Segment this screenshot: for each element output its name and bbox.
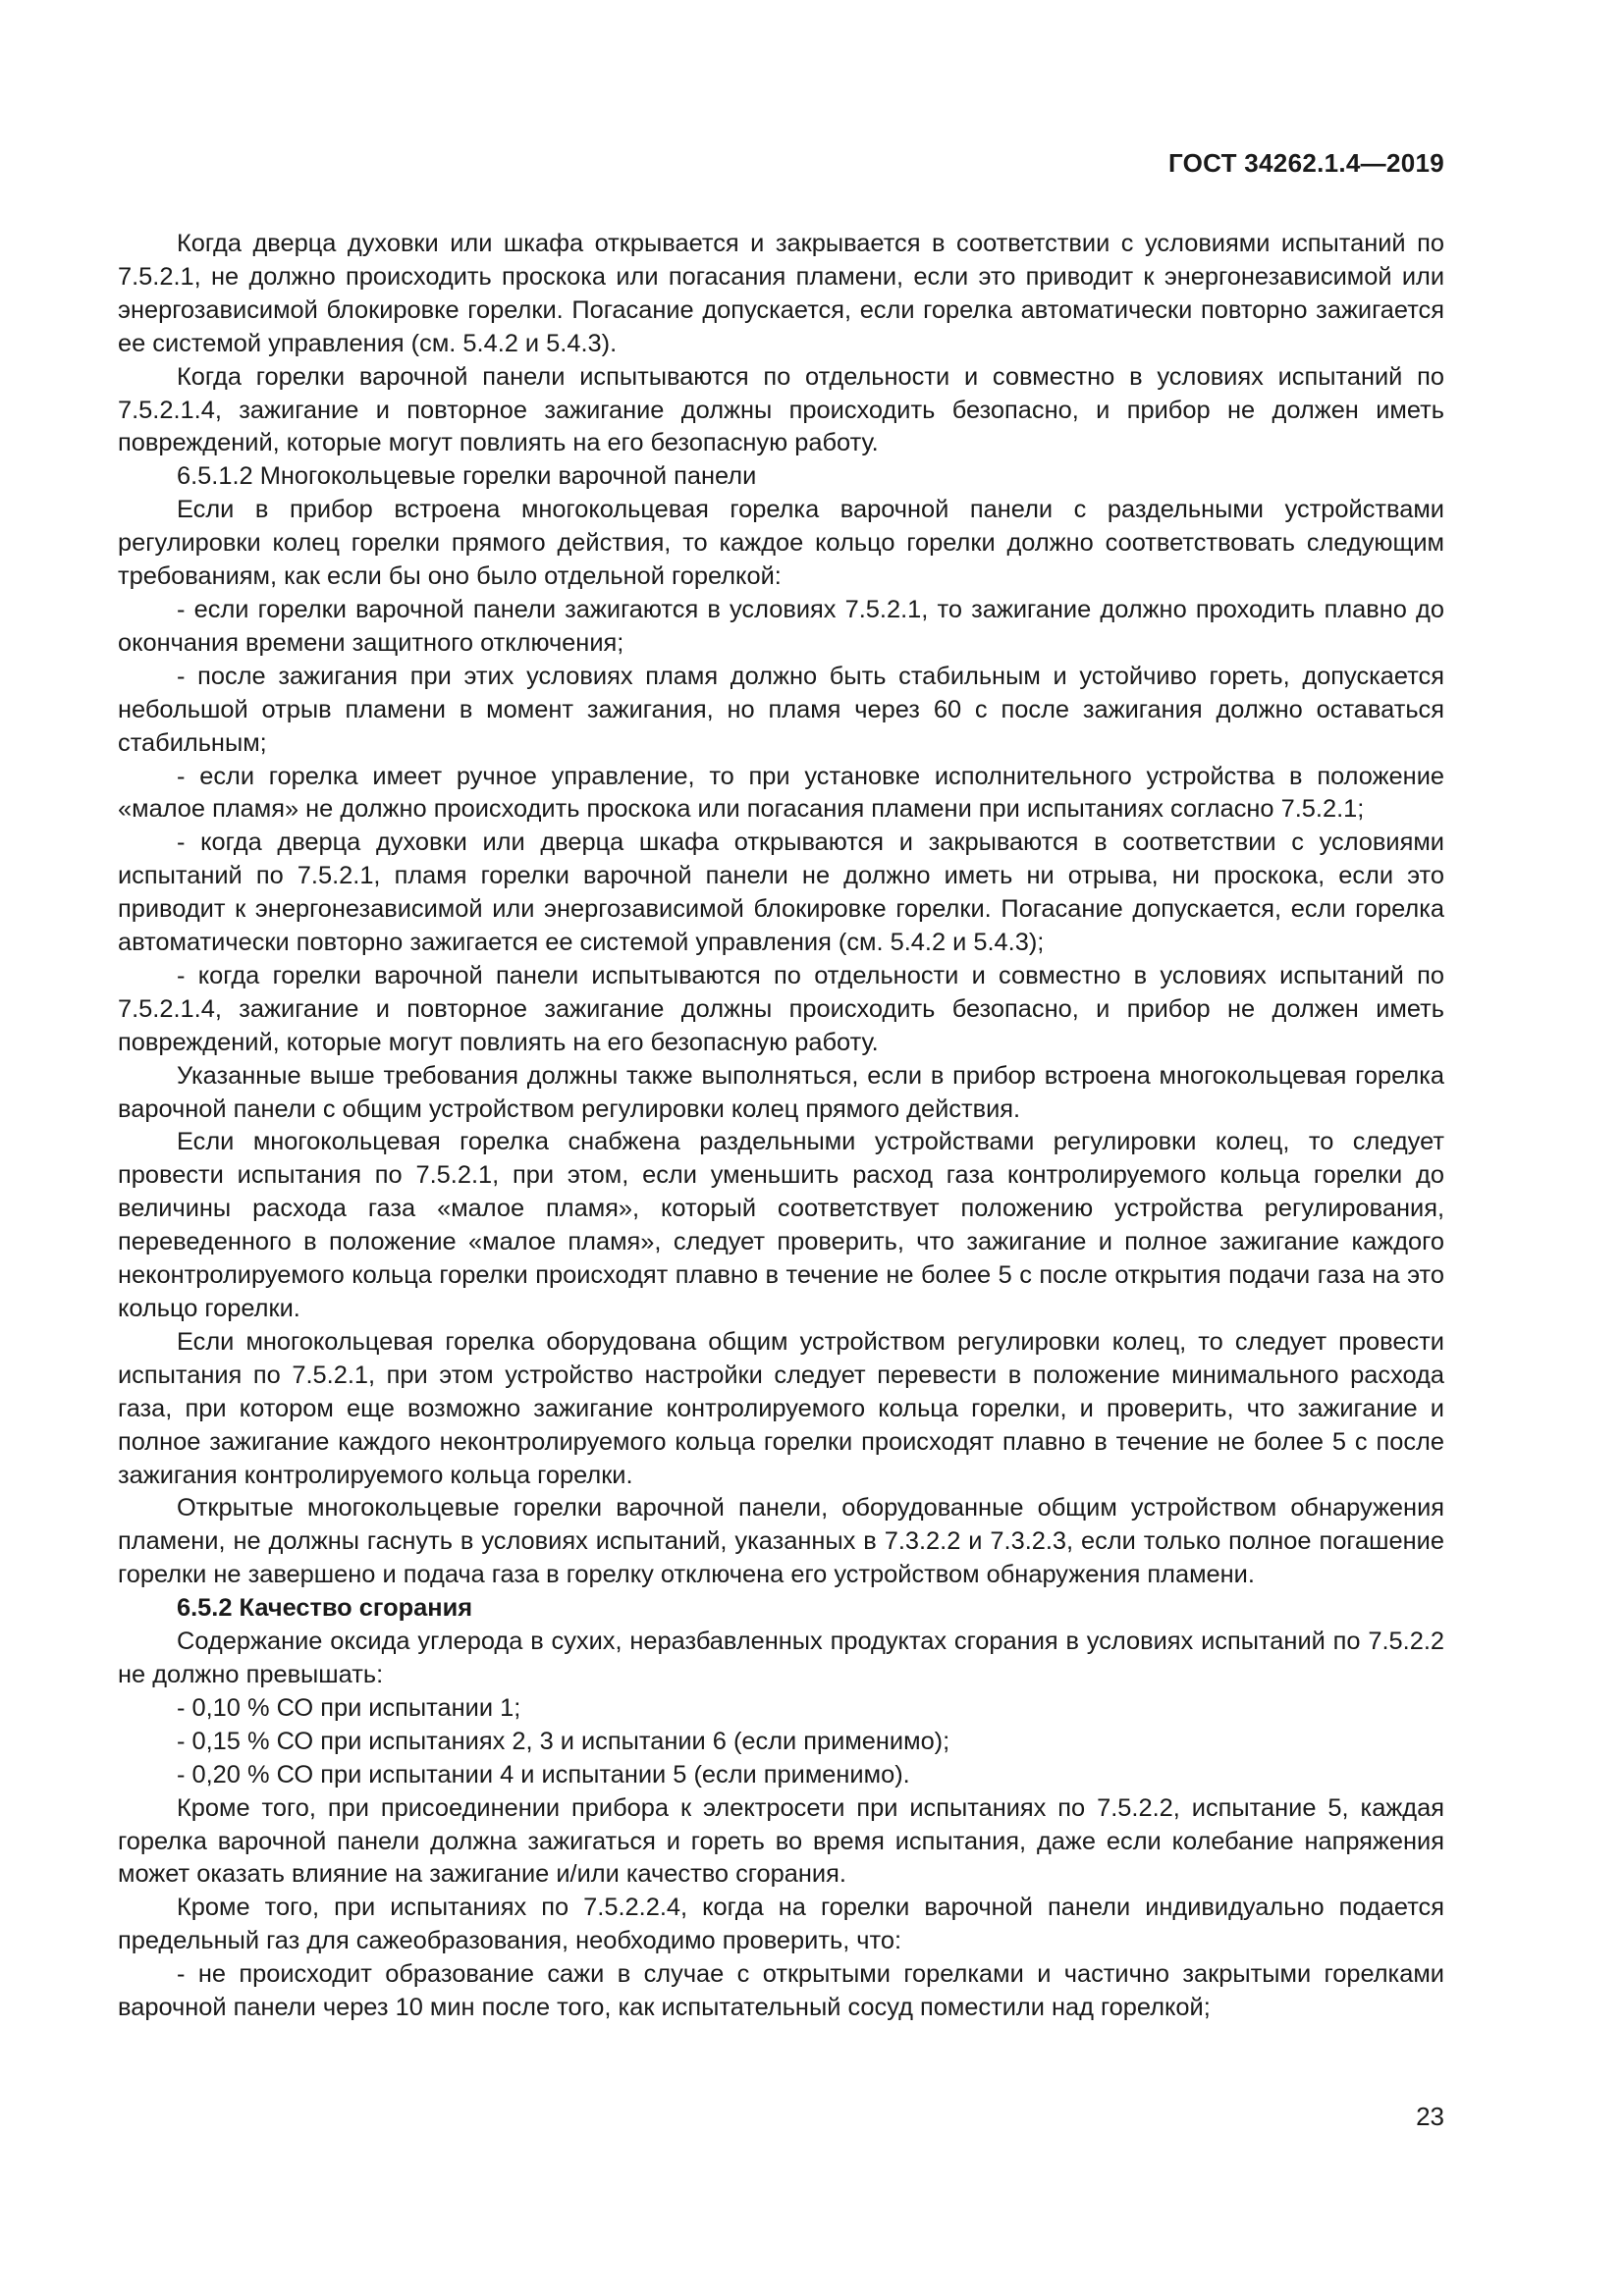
page-number: 23	[1416, 2102, 1444, 2131]
paragraph: Если многокольцевая горелка снабжена раздельными устройствами регулировки колец, то следует провести испытания по 7.5.2.1, при этом, если уменьшить расход газа контролируемого кольца горелки до величины расхода газа «малое пламя», который соответствует положению устройства регулирования, переведенного в положение «малое пламя», следует проверить, что зажигание и полное зажигание каждого неконтролируемого кольца горелки происходят плавно в течение не более 5 с после открытия подачи газа на это кольцо горелки.	[118, 1128, 1444, 1322]
list-item: - 0,20 % СО при испытании 4 и испытании 5 (если применимо).	[177, 1760, 910, 1789]
section-heading: 6.5.2 Качество сгорания	[177, 1594, 473, 1623]
paragraph: Если многокольцевая горелка оборудована общим устройством регулировки колец, то следует провести испытания по 7.5.2.1, при этом устройство настройки следует перевести в положение минимального расхода газа, при котором еще возможно зажигание контролируемого кольца горелки, и проверить, что зажигание и полное зажигание каждого неконтролируемого кольца горелки происходят плавно в течение не более 5 с после зажигания контролируемого кольца горелки.	[118, 1327, 1444, 1489]
list-item: - 0,10 % СО при испытании 1;	[177, 1693, 521, 1722]
document-code: ГОСТ 34262.1.4—2019	[1167, 148, 1444, 178]
list-item: - если горелка имеет ручное управление, то при установке исполнительного устройства в положение «малое пламя» не должно происходить проскока или погасания пламени при испытаниях согласно 7.5.2.1;	[118, 762, 1444, 824]
paragraph: Когда горелки варочной панели испытываются по отдельности и совместно в условиях испытаний по 7.5.2.1.4, зажигание и повторное зажигание должны происходить безопасно, и прибор не должен иметь повреждений, которые могут повлиять на его безопасную работу.	[118, 362, 1444, 457]
list-item: - если горелки варочной панели зажигаются в условиях 7.5.2.1, то зажигание должно проходить плавно до окончания времени защитного отключения;	[118, 595, 1444, 657]
list-item: - когда горелки варочной панели испытываются по отдельности и совместно в условиях испытаний по 7.5.2.1.4, зажигание и повторное зажигание должны происходить безопасно, и прибор не должен иметь повреждений, которые могут повлиять на его безопасную работу.	[118, 961, 1444, 1056]
paragraph: Указанные выше требования должны также выполняться, если в прибор встроена многокольцевая горелка варочной панели с общим устройством регулировки колец прямого действия.	[118, 1061, 1444, 1123]
paragraph: Когда дверца духовки или шкафа открывается и закрывается в соответствии с условиями испытаний по 7.5.2.1, не должно происходить проскока или погасания пламени, если это приводит к энергонезависимой или энергозависимой блокировке горелки. Погасание допускается, если горелка автоматически повторно зажигается ее системой управления (см. 5.4.2 и 5.4.3).	[118, 230, 1444, 357]
document-body	[118, 228, 1444, 2025]
list-item: - после зажигания при этих условиях пламя должно быть стабильным и устойчиво гореть, допускается небольшой отрыв пламени в момент зажигания, но пламя через 60 с после зажигания должно оставаться стабильным;	[118, 662, 1444, 757]
paragraph: Кроме того, при испытаниях по 7.5.2.2.4, когда на горелки варочной панели индивидуально подается предельный газ для сажеобразования, необходимо проверить, что:	[118, 1894, 1444, 1955]
list-item: - не происходит образование сажи в случае с открытыми горелками и частично закрытыми горелками варочной панели через 10 мин после того, как испытательный сосуд поместили над горелкой;	[118, 1960, 1444, 2022]
subsection-heading: 6.5.1.2 Многокольцевые горелки варочной панели	[177, 462, 757, 491]
paragraph: Кроме того, при присоединении прибора к электросети при испытаниях по 7.5.2.2, испытание 5, каждая горелка варочной панели должна зажигаться и гореть во время испытания, даже если колебание напряжения может оказать влияние на зажигание и/или качество сгорания.	[118, 1793, 1444, 1889]
paragraph: Если в прибор встроена многокольцевая горелка варочной панели с раздельными устройствами регулировки колец горелки прямого действия, то каждое кольцо горелки должно соответствовать следующим требованиям, как если бы оно было отдельной горелкой:	[118, 496, 1444, 591]
paragraph: Открытые многокольцевые горелки варочной панели, оборудованные общим устройством обнаружения пламени, не должны гаснуть в условиях испытаний, указанных в 7.3.2.2 и 7.3.2.3, если только полное погашение горелки не завершено и подача газа в горелку отключена его устройством обнаружения пламени.	[118, 1494, 1444, 1589]
list-item: - когда дверца духовки или дверца шкафа открываются и закрываются в соответствии с условиями испытаний по 7.5.2.1, пламя горелки варочной панели не должно иметь ни отрыва, ни проскока, если это приводит к энергонезависимой или энергозависимой блокировке горелки. Погасание допускается, если горелка автоматически повторно зажигается ее системой управления (см. 5.4.2 и 5.4.3);	[118, 828, 1444, 957]
list-item: - 0,15 % СО при испытаниях 2, 3 и испытании 6 (если применимо);	[177, 1727, 950, 1755]
paragraph: Содержание оксида углерода в сухих, неразбавленных продуктах сгорания в условиях испытаний по 7.5.2.2 не должно превышать:	[118, 1628, 1444, 1688]
